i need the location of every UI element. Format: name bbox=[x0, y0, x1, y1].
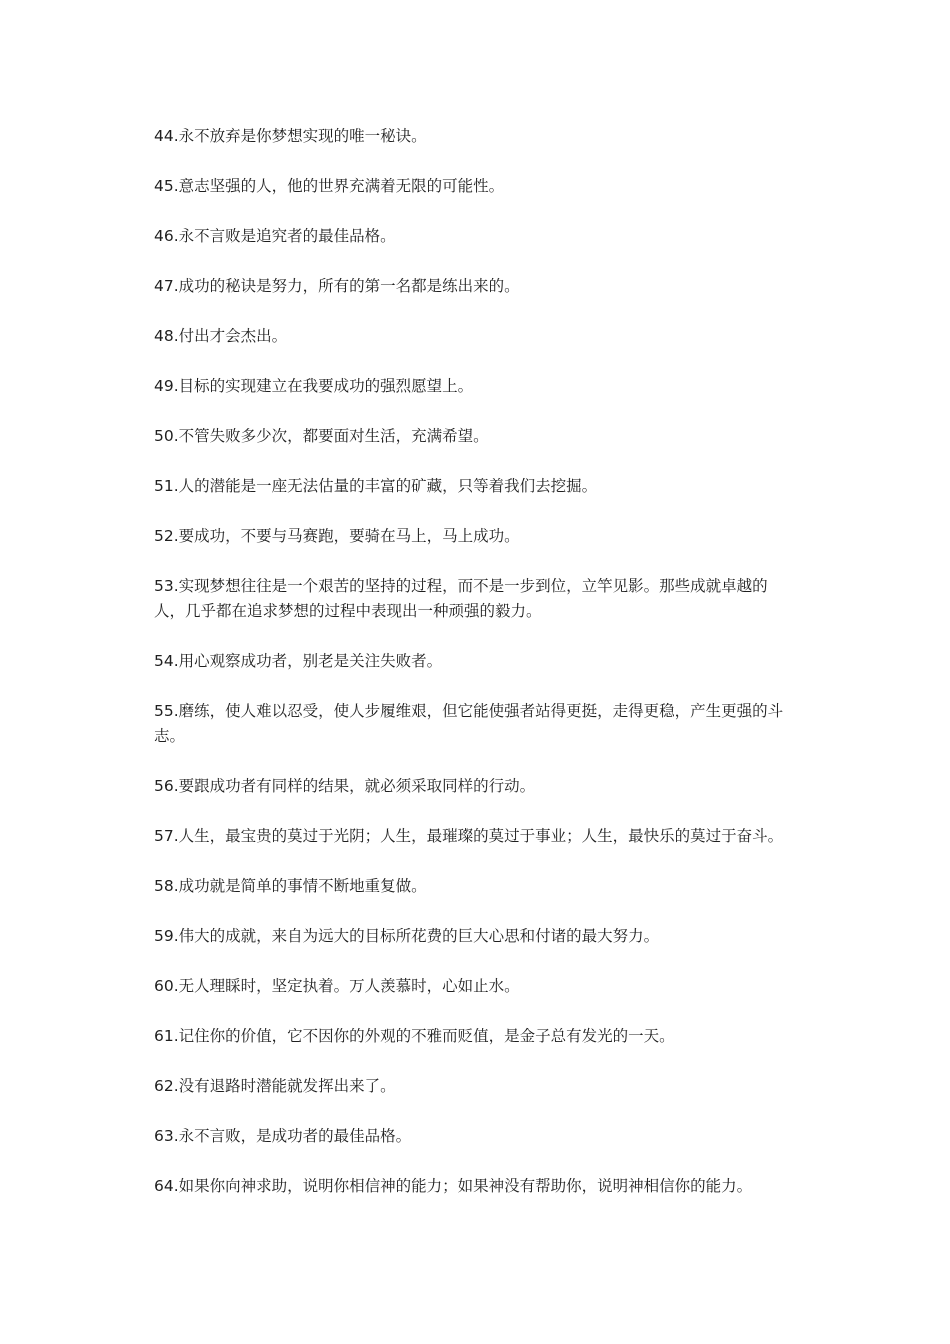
quote-51: 51.人的潜能是一座无法估量的丰富的矿藏，只等着我们去挖掘。 bbox=[154, 477, 598, 495]
quote-46: 46.永不言败是追究者的最佳品格。 bbox=[154, 227, 396, 245]
quote-64: 64.如果你向神求助，说明你相信神的能力；如果神没有帮助你，说明神相信你的能力。 bbox=[154, 1177, 753, 1195]
quote-57: 57.人生，最宝贵的莫过于光阴；人生，最璀璨的莫过于事业；人生，最快乐的莫过于奋斗。 bbox=[154, 827, 784, 845]
quote-56: 56.要跟成功者有同样的结果，就必须采取同样的行动。 bbox=[154, 777, 536, 795]
quote-63: 63.永不言败，是成功者的最佳品格。 bbox=[154, 1127, 412, 1145]
quote-61: 61.记住你的价值，它不因你的外观的不雅而贬值，是金子总有发光的一天。 bbox=[154, 1027, 675, 1045]
quote-44: 44.永不放弃是你梦想实现的唯一秘诀。 bbox=[154, 127, 427, 145]
quote-54: 54.用心观察成功者，别老是关注失败者。 bbox=[154, 652, 443, 670]
quote-52: 52.要成功，不要与马赛跑，要骑在马上，马上成功。 bbox=[154, 527, 520, 545]
quote-list bbox=[154, 124, 794, 1224]
quote-59: 59.伟大的成就，来自为远大的目标所花费的巨大心思和付诸的最大努力。 bbox=[154, 927, 660, 945]
quote-48: 48.付出才会杰出。 bbox=[154, 327, 288, 345]
quote-55: 55.磨练，使人难以忍受，使人步履维艰，但它能使强者站得更挺，走得更稳，产生更强的斗志。 bbox=[154, 702, 784, 745]
quote-60: 60.无人理睬时，坚定执着。万人羡慕时，心如止水。 bbox=[154, 977, 520, 995]
quote-53: 53.实现梦想往往是一个艰苦的坚持的过程，而不是一步到位，立竿见影。那些成就卓越的人，几乎都在追求梦想的过程中表现出一种顽强的毅力。 bbox=[154, 577, 768, 620]
quote-62: 62.没有退路时潜能就发挥出来了。 bbox=[154, 1077, 396, 1095]
quote-45: 45.意志坚强的人，他的世界充满着无限的可能性。 bbox=[154, 177, 505, 195]
quote-58: 58.成功就是简单的事情不断地重复做。 bbox=[154, 877, 427, 895]
quote-50: 50.不管失败多少次，都要面对生活，充满希望。 bbox=[154, 427, 489, 445]
quote-47: 47.成功的秘诀是努力，所有的第一名都是练出来的。 bbox=[154, 277, 520, 295]
quote-49: 49.目标的实现建立在我要成功的强烈愿望上。 bbox=[154, 377, 474, 395]
